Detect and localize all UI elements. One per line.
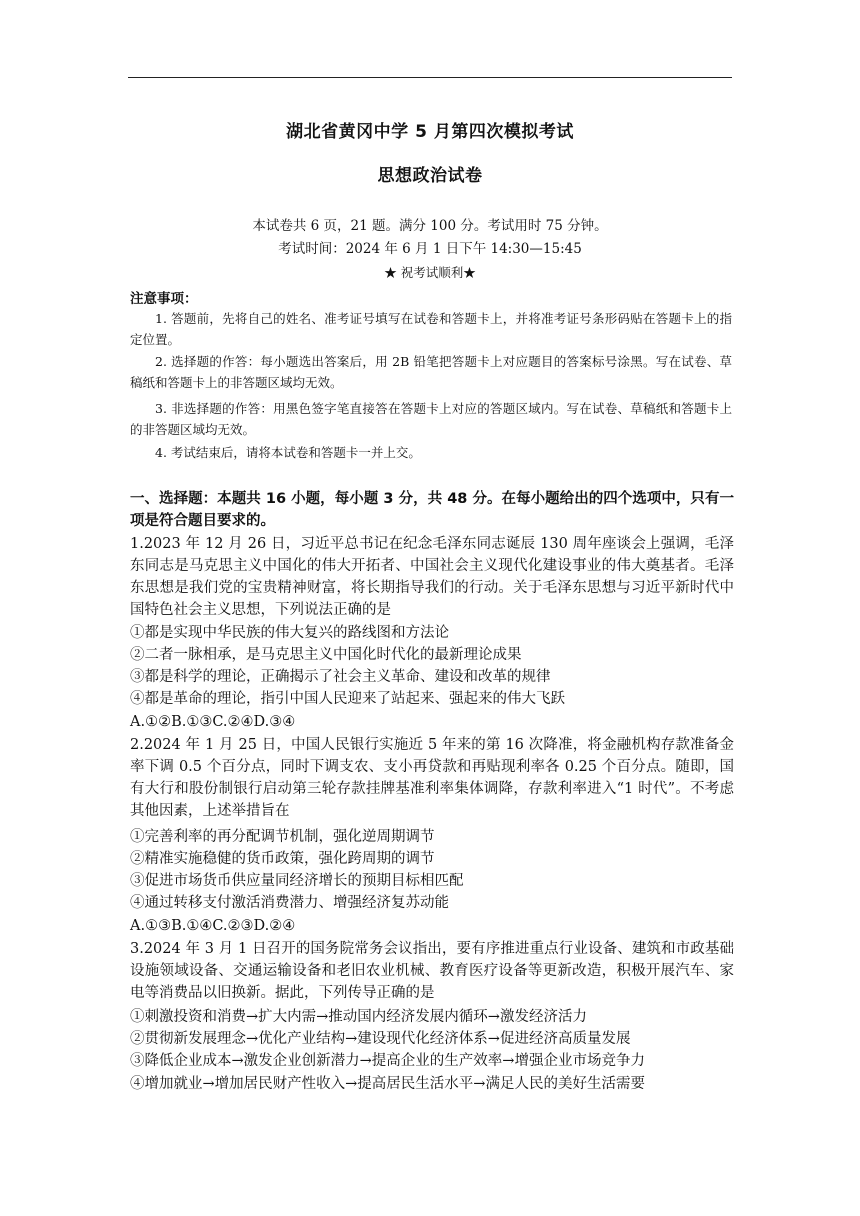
notice-item: 2. 选择题的作答：每小题选出答案后，用 2B 铅笔把答题卡上对应题目的答案标号涂黑。写在试卷、草稿纸和答题卡上的非答题区域均无效。 <box>130 354 732 390</box>
question-option: ①都是实现中华民族的伟大复兴的路线图和方法论 <box>130 625 449 641</box>
notice-item: 1. 答题前，先将自己的姓名、准考证号填写在试卷和答题卡上，并将准考证号条形码贴在答题卡上的指定位置。 <box>130 311 732 347</box>
exam-info-pages: 本试卷共 6 页，21 题。满分 100 分。考试用时 75 分钟。 <box>252 218 608 234</box>
question-option: ③降低企业成本→激发企业创新潜力→提高企业的生产效率→增强企业市场竞争力 <box>130 1053 645 1069</box>
section-heading: 一、选择题：本题共 16 小题，每小题 3 分，共 48 分。在每小题给出的四个选项中，只有一项是符合题目要求的。 <box>130 491 734 529</box>
exam-subtitle: 思想政治试卷 <box>377 166 483 186</box>
top-rule <box>128 77 732 78</box>
exam-info-time: 考试时间：2024 年 6 月 1 日下午 14:30—15:45 <box>278 241 582 257</box>
notice-heading: 注意事项： <box>130 291 198 307</box>
question-option: ②贯彻新发展理念→优化产业结构→建设现代化经济体系→促进经济高质量发展 <box>130 1031 631 1047</box>
question-stem: 3.2024 年 3 月 1 日召开的国务院常务会议指出，要有序推进重点行业设备、建筑和市政基础设施领域设备、交通运输设备和老旧农业机械、教育医疗设备等更新改造，积极开展汽车、家电等消费品以旧换新。据此，下列传导正确的是 <box>130 941 734 1001</box>
question-option: ③都是科学的理论，正确揭示了社会主义革命、建设和改革的规律 <box>130 669 551 685</box>
question-option: ①完善利率的再分配调节机制，强化逆周期调节 <box>130 829 435 845</box>
question-option: ③促进市场货币供应量同经济增长的预期目标相匹配 <box>130 873 464 889</box>
question-option: ④都是革命的理论，指引中国人民迎来了站起来、强起来的伟大飞跃 <box>130 691 565 707</box>
question-option: ④增加就业→增加居民财产性收入→提高居民生活水平→满足人民的美好生活需要 <box>130 1076 645 1092</box>
question-option: ①刺激投资和消费→扩大内需→推动国内经济发展内循环→激发经济活力 <box>130 1009 587 1025</box>
exam-title: 湖北省黄冈中学 5 月第四次模拟考试 <box>286 122 574 142</box>
answer-choices: A.①②B.①③C.②④D.③④ <box>130 714 296 730</box>
question-stem: 1.2023 年 12 月 26 日，习近平总书记在纪念毛泽东同志诞辰 130 周年座谈会上强调，毛泽东同志是马克思主义中国化的伟大开拓者、中国社会主义现代化建设事业的伟大奠基者。毛泽东思想是我们党的宝贵精神财富，将长期指导我们的行动。关于毛泽东思想与习近平新时代中国特色社会主义思想，下列说法正确的是 <box>130 536 734 618</box>
answer-choices: A.①③B.①④C.②③D.②④ <box>130 918 296 934</box>
exam-wish: ★ 祝考试顺利★ <box>384 265 476 280</box>
question-option: ②精准实施稳健的货币政策，强化跨周期的调节 <box>130 851 435 867</box>
notice-item: 3. 非选择题的作答：用黑色签字笔直接答在答题卡上对应的答题区域内。写在试卷、草稿纸和答题卡上的非答题区域均无效。 <box>130 401 732 437</box>
question-stem: 2.2024 年 1 月 25 日，中国人民银行实施近 5 年来的第 16 次降准，将金融机构存款准备金率下调 0.5 个百分点，同时下调支农、支小再贷款和再贴现利率各 0.25 个百分点。随即，国有大行和股份制银行启动第三轮存款挂牌基准利率集体调降，存款利率进入“1 时代”。不考虑其他因素，上述举措旨在 <box>130 737 734 819</box>
question-option: ②二者一脉相承，是马克思主义中国化时代化的最新理论成果 <box>130 647 522 663</box>
question-option: ④通过转移支付激活消费潜力、增强经济复苏动能 <box>130 895 449 911</box>
notice-item: 4. 考试结束后，请将本试卷和答题卡一并上交。 <box>155 445 421 460</box>
